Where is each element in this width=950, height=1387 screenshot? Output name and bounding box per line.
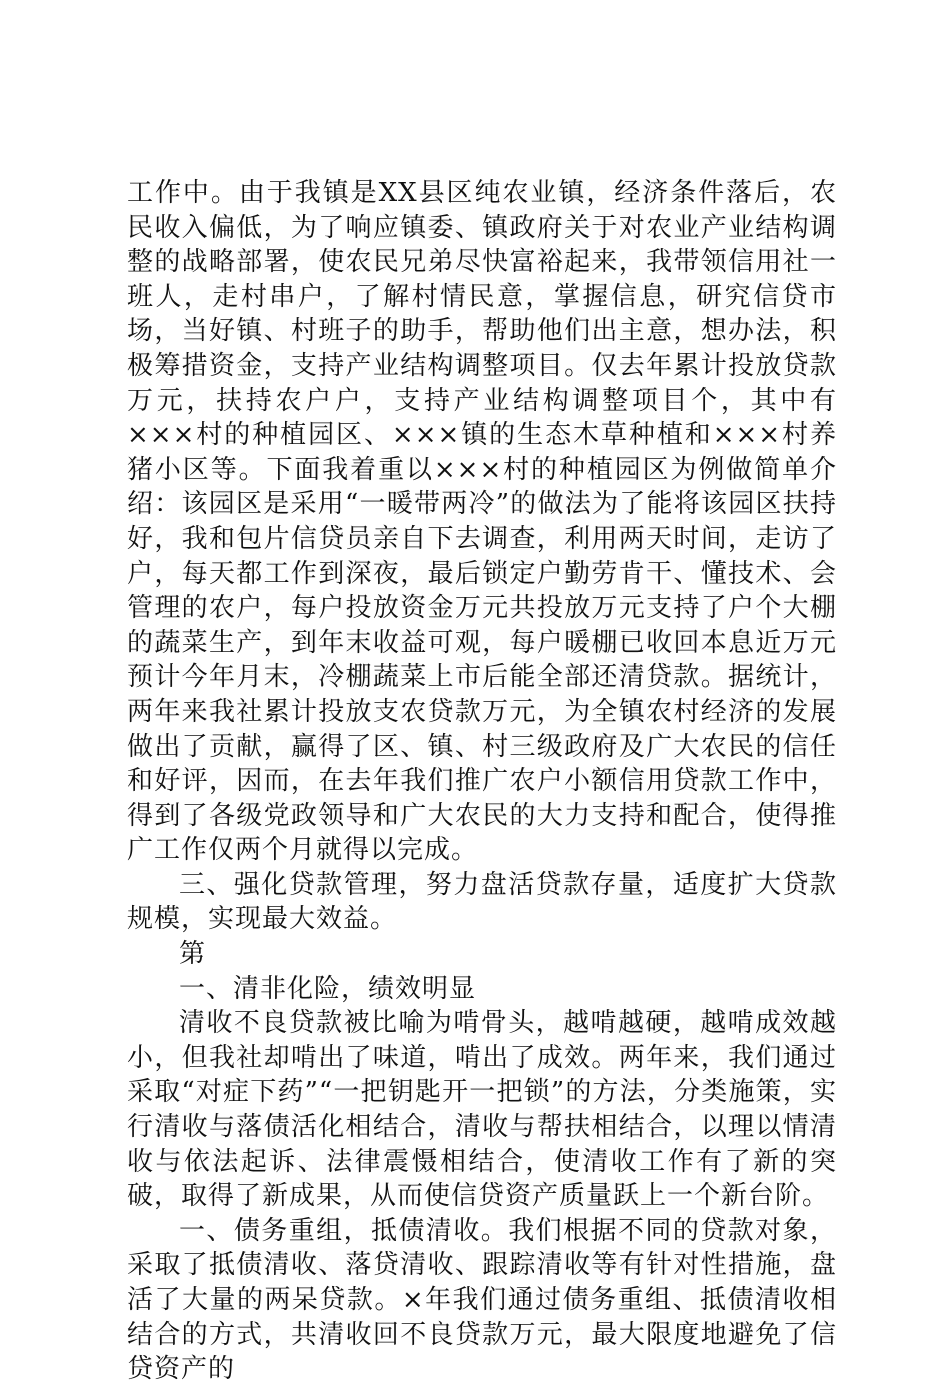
paragraph-2: 三、强化贷款管理，努力盘活贷款存量，适度扩大贷款规模，实现最大效益。 xyxy=(127,869,837,935)
paragraph-4: 一、清非化险，绩效明显 xyxy=(179,973,477,1004)
paragraph-6: 一、债务重组，抵债清收。我们根据不同的贷款对象，采取了抵债清收、落贷清收、跟踪清收等有针对性措施，盘活了大量的两呆贷款。×年我们通过债务重组、抵债清收相结合的方式，共清收回不良贷款万元，最大限度地避免了信贷资产的 xyxy=(127,1215,837,1385)
document-body xyxy=(127,176,837,1387)
paragraph-3: 第 xyxy=(179,939,207,970)
paragraph-1: 工作中。由于我镇是XX县区纯农业镇，经济条件落后，农民收入偏低，为了响应镇委、镇政府关于对农业产业结构调整的战略部署，使农民兄弟尽快富裕起来，我带领信用社一班人，走村串户，了解村情民意，掌握信息，研究信贷市场，当好镇、村班子的助手，帮助他们出主意，想办法，积极筹措资金，支持产业结构调整项目。仅去年累计投放贷款万元，扶持农户户，支持产业结构调整项目个，其中有×××村的种植园区、×××镇的生态木草种植和×××村养猪小区等。下面我着重以×××村的种植园区为例做简单介绍：该园区是采用“一暖带两冷”的做法为了能将该园区扶持好，我和包片信贷员亲自下去调查，利用两天时间，走访了户，每天都工作到深夜，最后锁定户勤劳肯干、懂技术、会管理的农户，每户投放资金万元共投放万元支持了户个大棚的蔬菜生产，到年末收益可观，每户暖棚已收回本息近万元预计今年月末，冷棚蔬菜上市后能全部还清贷款。据统计，两年来我社累计投放支农贷款万元，为全镇农村经济的发展做出了贡献，赢得了区、镇、村三级政府及广大农民的信任和好评，因而，在去年我们推广农户小额信用贷款工作中，得到了各级党政领导和广大农民的大力支持和配合，使得推广工作仅两个月就得以完成。 xyxy=(127,178,837,866)
paragraph-5: 清收不良贷款被比喻为啃骨头，越啃越硬，越啃成效越小，但我社却啃出了味道，啃出了成效。两年来，我们通过采取“对症下药”“一把钥匙开一把锁”的方法，分类施策，实行清收与落债活化相结合，清收与帮扶相结合，以理以情清收与依法起诉、法律震慑相结合，使清收工作有了新的突破，取得了新成果，从而使信贷资产质量跃上一个新台阶。 xyxy=(127,1008,837,1212)
